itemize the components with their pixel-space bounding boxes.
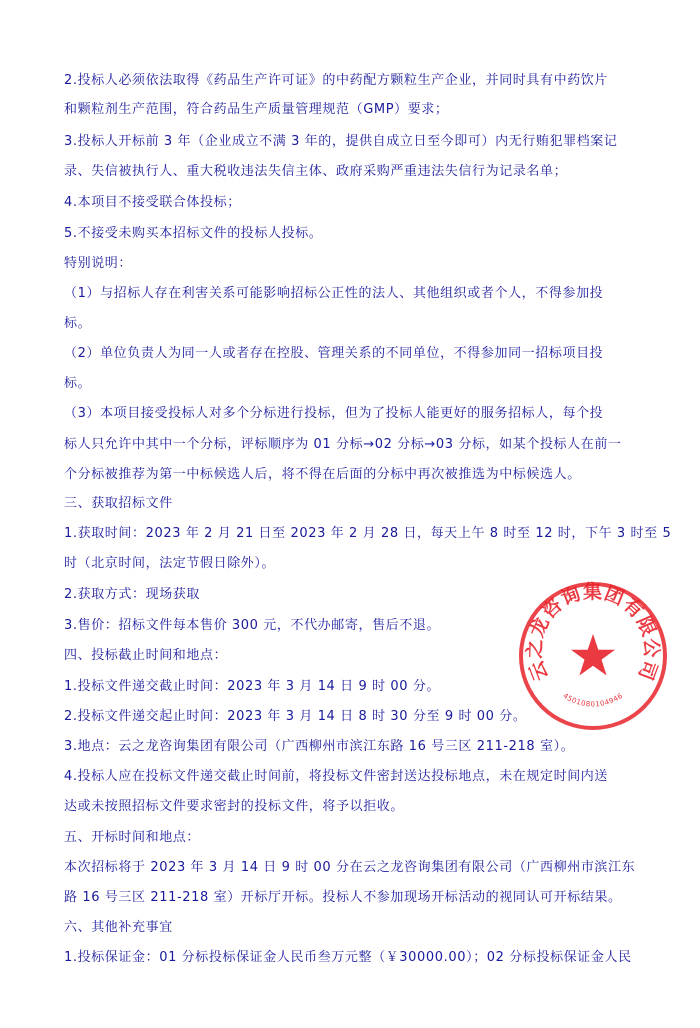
text-line: 特别说明：	[64, 256, 133, 271]
text-line: 3.售价：招标文件每本售价 300 元，不代办邮寄，售后不退。	[64, 618, 441, 633]
text-line: 1.获取时间：2023 年 2 月 21 日至 2023 年 2 月 28 日，每天上午 8 时至 12 时，下午 3 时至 5	[64, 526, 672, 541]
text-line: 3.投标人开标前 3 年（企业成立不满 3 年的，提供自成立日至今即可）内无行贿犯罪档案记	[64, 134, 618, 149]
text-line: 录、失信被执行人、重大税收违法失信主体、政府采购严重违法失信行为记录名单；	[64, 164, 568, 179]
text-line: 4.投标人应在投标文件递交截止时间前，将投标文件密封送达投标地点，未在规定时间内送	[64, 769, 609, 784]
section-heading: 三、获取招标文件	[64, 496, 173, 511]
text-line: 路 16 号三区 211-218 室）开标厅开标。投标人不参加现场开标活动的视同认可开标结果。	[64, 890, 622, 905]
text-line: 本次招标将于 2023 年 3 月 14 日 9 时 00 分在云之龙咨询集团有限公司（广西柳州市滨江东	[64, 860, 636, 875]
text-line: 个分标被推荐为第一中标候选人后，将不得在后面的分标中再次被推选为中标候选人。	[64, 467, 581, 482]
company-seal-stamp	[515, 578, 671, 734]
section-heading: 五、开标时间和地点：	[64, 830, 201, 845]
text-line: （2）单位负责人为同一人或者存在控股、管理关系的不同单位，不得参加同一招标项目投	[64, 346, 604, 361]
svg-text:云之龙咨询集团有限公司	[523, 580, 662, 684]
text-line: （3）本项目接受投标人对多个分标进行投标，但为了投标人能更好的服务招标人，每个投	[64, 406, 604, 421]
stamp-company-name: 云之龙咨询集团有限公司	[523, 581, 663, 684]
svg-text:4501080104946	[562, 692, 625, 709]
text-line: 和颗粒剂生产范围，符合药品生产质量管理规范（GMP）要求；	[64, 102, 449, 117]
text-line: 标人只允许中其中一个分标，评标顺序为 01 分标→02 分标→03 分标，如某个投标人在前一	[64, 437, 622, 452]
text-line: 时（北京时间，法定节假日除外）。	[64, 556, 276, 571]
section-heading: 四、投标截止时间和地点：	[64, 648, 228, 663]
text-line: （1）与招标人存在利害关系可能影响招标公正性的法人、其他组织或者个人，不得参加投	[64, 286, 604, 301]
star-icon	[571, 634, 615, 676]
text-line: 2.投标文件递交起止时间：2023 年 3 月 14 日 8 时 30 分至 9 时 00 分。	[64, 709, 527, 724]
text-line: 1.投标保证金：01 分标投标保证金人民币叁万元整（￥30000.00）；02 分标投标保证金人民	[64, 950, 632, 965]
text-line: 标。	[64, 316, 92, 331]
text-line: 4.本项目不接受联合体投标；	[64, 195, 241, 210]
text-line: 1.投标文件递交截止时间：2023 年 3 月 14 日 9 时 00 分。	[64, 679, 441, 694]
text-line: 达或未按照招标文件要求密封的投标文件，将予以拒收。	[64, 799, 405, 814]
text-line: 5.不接受未购买本招标文件的投标人投标。	[64, 226, 323, 241]
text-line: 2.投标人必须依法取得《药品生产许可证》的中药配方颗粒生产企业，并同时具有中药饮片	[64, 73, 609, 88]
text-line: 3.地点：云之龙咨询集团有限公司（广西柳州市滨江东路 16 号三区 211-218 室）。	[64, 739, 575, 754]
section-heading: 六、其他补充事宜	[64, 920, 173, 935]
text-line: 标。	[64, 376, 92, 391]
stamp-code: 4501080104946	[561, 691, 625, 709]
text-line: 2.获取方式：现场获取	[64, 587, 201, 602]
